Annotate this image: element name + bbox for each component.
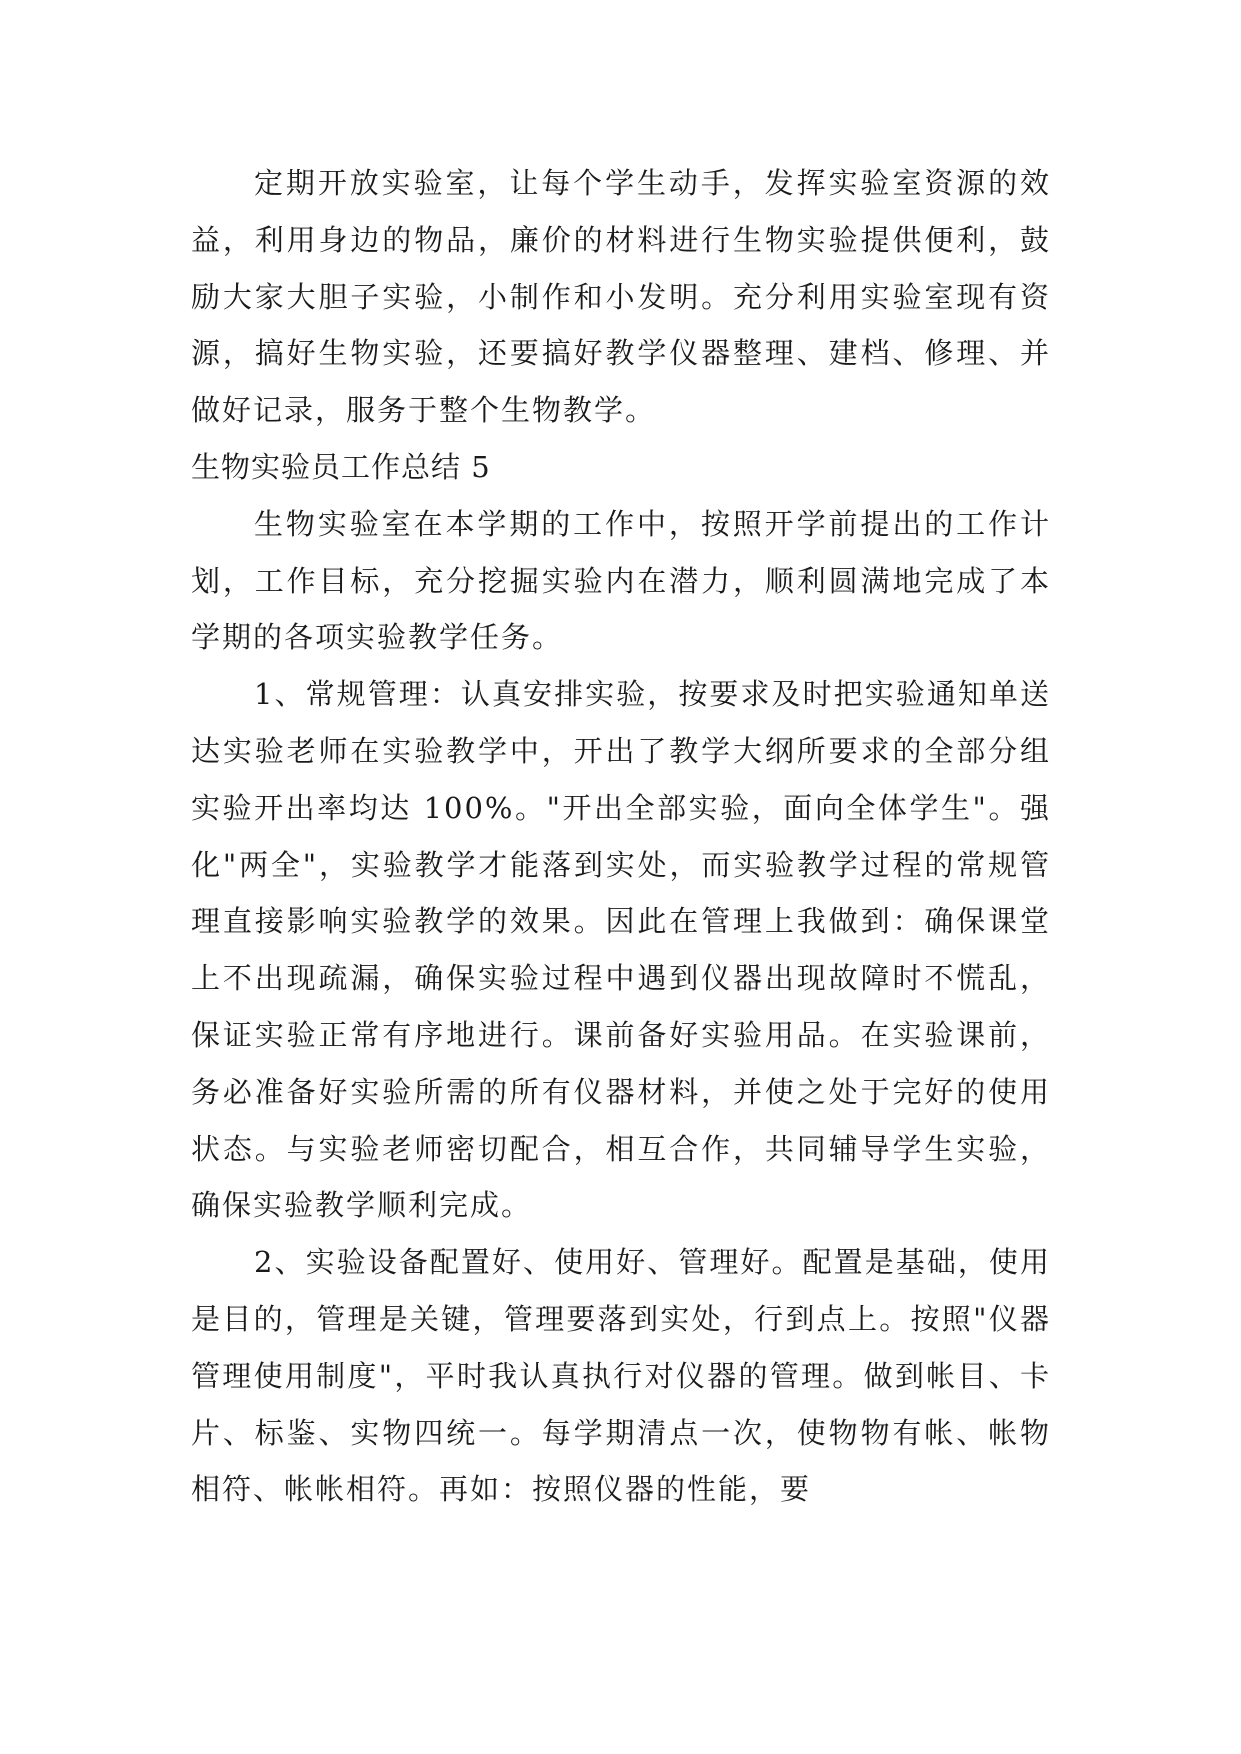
paragraph-equipment-management: 2、实验设备配置好、使用好、管理好。配置是基础，使用是目的，管理是关键，管理要落到实处，行到点上。按照"仪器管理使用制度"，平时我认真执行对仪器的管理。做到帐目、卡片、标鉴、实物四统一。每学期清点一次，使物物有帐、帐物相符、帐帐相符。再如：按照仪器的性能，要: [191, 1245, 1051, 1507]
paragraph-semester-summary: 生物实验室在本学期的工作中，按照开学前提出的工作计划，工作目标，充分挖掘实验内在潜力，顺利圆满地完成了本学期的各项实验教学任务。: [191, 506, 1051, 655]
paragraph-routine-management: 1、常规管理：认真安排实验，按要求及时把实验通知单送达实验老师在实验教学中，开出了教学大纲所要求的全部分组实验开出率均达 100%。"开出全部实验，面向全体学生"。强化"两全"，实验教学才能落到实处，而实验教学过程的常规管理直接影响实验教学的效果。因此在管理上我做到：确保课堂上不出现疏漏，确保实验过程中遇到仪器出现故障时不慌乱，保证实验正常有序地进行。课前备好实验用品。在实验课前，务必准备好实验所需的所有仪器材料，并使之处于完好的使用状态。与实验老师密切配合，相互合作，共同辅导学生实验，确保实验教学顺利完成。: [191, 677, 1051, 1223]
section-heading: 生物实验员工作总结 5: [191, 449, 491, 484]
paragraph-lab-opening: 定期开放实验室，让每个学生动手，发挥实验室资源的效益，利用身边的物品，廉价的材料进行生物实验提供便利，鼓励大家大胆子实验，小制作和小发明。充分利用实验室现有资源，搞好生物实验，还要搞好教学仪器整理、建档、修理、并做好记录，服务于整个生物教学。: [191, 166, 1051, 428]
document-body: [191, 155, 1051, 1518]
